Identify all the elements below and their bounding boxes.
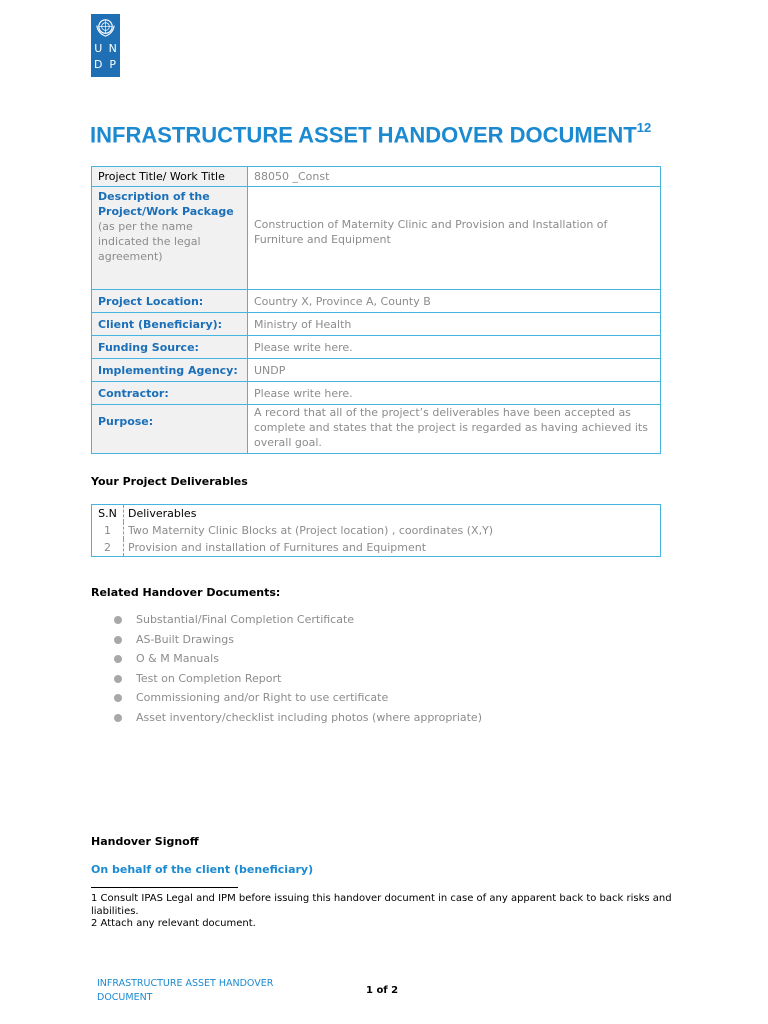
footer-document-name: INFRASTRUCTURE ASSET HANDOVER DOCUMENT — [97, 978, 274, 1003]
list-item — [112, 669, 482, 689]
bullet-icon — [114, 714, 122, 722]
row-label — [92, 167, 248, 187]
row-value: A record that all of the project’s deliverables have been accepted as complete and states that the project is regarded as having achieved its overall goal. — [248, 405, 661, 454]
table-row — [92, 405, 661, 454]
table-row — [92, 522, 661, 539]
list-item — [112, 630, 482, 650]
footnote-1: 1 Consult IPAS Legal and IPM before issuing this handover document in case of any apparent back to back risks and liabilities. — [91, 893, 672, 917]
row-label — [92, 187, 248, 290]
row-deliverable: Two Maternity Clinic Blocks at (Project location) , coordinates (X,Y) — [128, 524, 494, 537]
logo-letter: U — [94, 42, 103, 55]
project-info-table — [91, 166, 661, 454]
list-item — [112, 649, 482, 669]
list-item — [112, 688, 482, 708]
row-label — [92, 405, 248, 454]
list-item — [112, 708, 482, 728]
footnote-separator — [91, 887, 238, 888]
table-row — [92, 167, 661, 187]
label-text: Project Title/ Work Title — [98, 170, 225, 183]
table-row — [92, 382, 661, 405]
list-item-text: Commissioning and/or Right to use certificate — [136, 691, 389, 704]
deliverables-heading: Your Project Deliverables — [91, 475, 248, 488]
value-text: Construction of Maternity Clinic and Provision and Installation of Furniture and Equipment — [254, 218, 608, 246]
related-docs-heading: Related Handover Documents: — [91, 586, 281, 599]
list-item-text: Substantial/Final Completion Certificate — [136, 613, 355, 626]
row-label: Project Location: — [92, 290, 248, 313]
row-value: Please write here. — [248, 336, 661, 359]
table-row — [92, 539, 661, 557]
table-header-row — [92, 505, 661, 523]
row-value: UNDP — [248, 359, 661, 382]
signoff-heading: Handover Signoff — [91, 835, 199, 848]
list-item-text: AS-Built Drawings — [136, 632, 234, 646]
column-header-sn: S.N — [92, 505, 124, 523]
document-title-text: INFRASTRUCTURE ASSET HANDOVER DOCUMENT — [90, 122, 637, 148]
label-text: Description of the Project/Work Package — [98, 190, 234, 218]
bullet-icon — [114, 675, 122, 683]
row-value — [248, 187, 661, 290]
label-subtext: (as per the name indicated the legal agreement) — [98, 220, 201, 263]
bullet-icon — [114, 616, 122, 624]
column-header-deliverables: Deliverables — [128, 507, 197, 520]
list-item-text: O & M Manuals — [136, 652, 219, 665]
footer-page-number: 1 of 2 — [366, 985, 399, 996]
title-footnote-refs: 12 — [636, 120, 652, 135]
row-deliverable: Provision and installation of Furnitures and Equipment — [128, 541, 427, 554]
row-value: Please write here. — [248, 382, 661, 405]
undp-logo — [91, 14, 120, 77]
label-text: Purpose: — [98, 415, 154, 428]
table-row — [92, 290, 661, 313]
logo-letter: N — [108, 42, 117, 55]
row-label: Client (Beneficiary): — [92, 313, 248, 336]
document-title — [90, 122, 651, 148]
footnote-2: 2 Attach any relevant document. — [91, 918, 256, 929]
bullet-icon — [114, 636, 122, 644]
logo-letter: P — [109, 58, 117, 71]
table-row — [92, 187, 661, 290]
un-emblem-icon — [94, 16, 117, 39]
row-label: Implementing Agency: — [92, 359, 248, 382]
signoff-subheading: On behalf of the client (beneficiary) — [91, 863, 314, 876]
row-sn: 1 — [92, 522, 124, 539]
table-row — [92, 359, 661, 382]
row-value: Country X, Province A, County B — [248, 290, 661, 313]
row-label: Funding Source: — [92, 336, 248, 359]
bullet-icon — [114, 694, 122, 702]
row-value: 88050 _Const — [248, 167, 661, 187]
logo-letter: D — [94, 58, 103, 71]
row-label: Contractor: — [92, 382, 248, 405]
list-item-text: Asset inventory/checklist including photos (where appropriate) — [136, 710, 482, 724]
bullet-icon — [114, 655, 122, 663]
deliverables-table — [91, 504, 661, 557]
table-row — [92, 313, 661, 336]
related-docs-list — [112, 610, 482, 727]
footnotes — [91, 893, 691, 931]
row-value: Ministry of Health — [248, 313, 661, 336]
list-item — [112, 610, 482, 630]
row-sn: 2 — [92, 539, 124, 557]
list-item-text: Test on Completion Report — [136, 671, 282, 685]
logo-letters — [91, 41, 120, 73]
table-row — [92, 336, 661, 359]
